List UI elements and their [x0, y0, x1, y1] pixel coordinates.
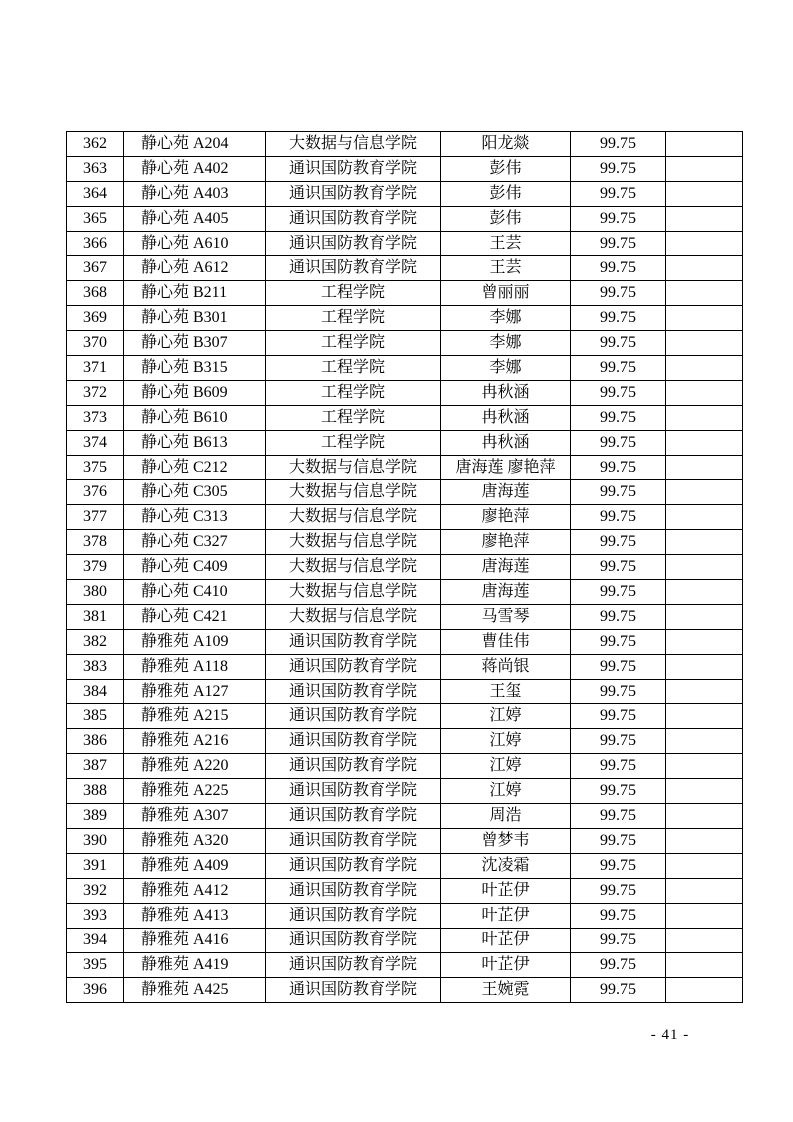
score-cell: 99.75 — [571, 878, 666, 903]
college-cell: 通识国防教育学院 — [266, 704, 441, 729]
person-name-cell: 江婷 — [441, 779, 571, 804]
person-name-cell: 周浩 — [441, 804, 571, 829]
table-row — [67, 828, 743, 853]
note-cell — [666, 853, 743, 878]
dorm-room-cell: 静心苑 B610 — [124, 405, 266, 430]
score-cell: 99.75 — [571, 430, 666, 455]
person-name-cell: 阳龙燚 — [441, 132, 571, 157]
table-row — [67, 430, 743, 455]
dorm-room-cell: 静雅苑 A419 — [124, 953, 266, 978]
dorm-room-cell: 静雅苑 A409 — [124, 853, 266, 878]
college-cell: 大数据与信息学院 — [266, 555, 441, 580]
note-cell — [666, 604, 743, 629]
row-number-cell: 363 — [67, 156, 124, 181]
college-cell: 通识国防教育学院 — [266, 903, 441, 928]
table-row — [67, 380, 743, 405]
college-cell: 工程学院 — [266, 331, 441, 356]
dorm-room-cell: 静心苑 C409 — [124, 555, 266, 580]
dorm-room-cell: 静雅苑 A307 — [124, 804, 266, 829]
note-cell — [666, 281, 743, 306]
college-cell: 通识国防教育学院 — [266, 804, 441, 829]
person-name-cell: 曾丽丽 — [441, 281, 571, 306]
table-row — [67, 206, 743, 231]
row-number-cell: 371 — [67, 356, 124, 381]
dorm-room-cell: 静雅苑 A127 — [124, 679, 266, 704]
dorm-room-cell: 静雅苑 A425 — [124, 978, 266, 1003]
college-cell: 通识国防教育学院 — [266, 878, 441, 903]
college-cell: 通识国防教育学院 — [266, 754, 441, 779]
table-row — [67, 580, 743, 605]
dorm-room-cell: 静雅苑 A413 — [124, 903, 266, 928]
row-number-cell: 390 — [67, 828, 124, 853]
score-cell: 99.75 — [571, 455, 666, 480]
score-cell: 99.75 — [571, 256, 666, 281]
dorm-room-cell: 静雅苑 A412 — [124, 878, 266, 903]
dorm-room-cell: 静心苑 C410 — [124, 580, 266, 605]
dorm-room-cell: 静心苑 C212 — [124, 455, 266, 480]
row-number-cell: 380 — [67, 580, 124, 605]
table-body — [67, 132, 743, 1003]
score-cell: 99.75 — [571, 953, 666, 978]
row-number-cell: 384 — [67, 679, 124, 704]
table-row — [67, 530, 743, 555]
table-row — [67, 953, 743, 978]
college-cell: 通识国防教育学院 — [266, 978, 441, 1003]
college-cell: 通识国防教育学院 — [266, 156, 441, 181]
note-cell — [666, 928, 743, 953]
dorm-room-cell: 静雅苑 A109 — [124, 629, 266, 654]
college-cell: 工程学院 — [266, 430, 441, 455]
college-cell: 大数据与信息学院 — [266, 480, 441, 505]
row-number-cell: 370 — [67, 331, 124, 356]
person-name-cell: 冉秋涵 — [441, 380, 571, 405]
note-cell — [666, 903, 743, 928]
score-cell: 99.75 — [571, 580, 666, 605]
college-cell: 通识国防教育学院 — [266, 629, 441, 654]
table-row — [67, 256, 743, 281]
note-cell — [666, 505, 743, 530]
person-name-cell: 沈凌霜 — [441, 853, 571, 878]
person-name-cell: 唐海莲 — [441, 580, 571, 605]
table-row — [67, 455, 743, 480]
college-cell: 大数据与信息学院 — [266, 505, 441, 530]
college-cell: 工程学院 — [266, 306, 441, 331]
row-number-cell: 392 — [67, 878, 124, 903]
table-row — [67, 405, 743, 430]
dorm-room-cell: 静心苑 A612 — [124, 256, 266, 281]
person-name-cell: 廖艳萍 — [441, 505, 571, 530]
person-name-cell: 马雪琴 — [441, 604, 571, 629]
table-row — [67, 928, 743, 953]
note-cell — [666, 356, 743, 381]
table-row — [67, 331, 743, 356]
row-number-cell: 372 — [67, 380, 124, 405]
row-number-cell: 388 — [67, 779, 124, 804]
row-number-cell: 378 — [67, 530, 124, 555]
college-cell: 通识国防教育学院 — [266, 181, 441, 206]
person-name-cell: 王芸 — [441, 256, 571, 281]
dorm-room-cell: 静雅苑 A225 — [124, 779, 266, 804]
score-cell: 99.75 — [571, 505, 666, 530]
note-cell — [666, 256, 743, 281]
dorm-room-cell: 静心苑 B307 — [124, 331, 266, 356]
table-row — [67, 754, 743, 779]
college-cell: 通识国防教育学院 — [266, 828, 441, 853]
table-row — [67, 181, 743, 206]
person-name-cell: 唐海莲 — [441, 480, 571, 505]
college-cell: 通识国防教育学院 — [266, 779, 441, 804]
table-row — [67, 704, 743, 729]
note-cell — [666, 181, 743, 206]
dorm-room-cell: 静雅苑 A118 — [124, 654, 266, 679]
person-name-cell: 叶芷伊 — [441, 903, 571, 928]
page-number: - 41 - — [650, 1027, 690, 1043]
dorm-room-cell: 静心苑 B211 — [124, 281, 266, 306]
score-cell: 99.75 — [571, 380, 666, 405]
score-cell: 99.75 — [571, 181, 666, 206]
note-cell — [666, 380, 743, 405]
score-cell: 99.75 — [571, 629, 666, 654]
table-row — [67, 729, 743, 754]
note-cell — [666, 206, 743, 231]
person-name-cell: 曾梦韦 — [441, 828, 571, 853]
person-name-cell: 江婷 — [441, 704, 571, 729]
note-cell — [666, 754, 743, 779]
person-name-cell: 江婷 — [441, 729, 571, 754]
college-cell: 大数据与信息学院 — [266, 455, 441, 480]
table-row — [67, 356, 743, 381]
table-row — [67, 903, 743, 928]
dorm-room-cell: 静心苑 B315 — [124, 356, 266, 381]
dorm-room-cell: 静心苑 C421 — [124, 604, 266, 629]
score-cell: 99.75 — [571, 555, 666, 580]
score-cell: 99.75 — [571, 853, 666, 878]
note-cell — [666, 704, 743, 729]
table-row — [67, 132, 743, 157]
row-number-cell: 376 — [67, 480, 124, 505]
dorm-room-cell: 静雅苑 A320 — [124, 828, 266, 853]
note-cell — [666, 555, 743, 580]
dorm-room-cell: 静雅苑 A416 — [124, 928, 266, 953]
score-cell: 99.75 — [571, 978, 666, 1003]
table-row — [67, 604, 743, 629]
note-cell — [666, 828, 743, 853]
row-number-cell: 383 — [67, 654, 124, 679]
note-cell — [666, 156, 743, 181]
table-row — [67, 555, 743, 580]
college-cell: 通识国防教育学院 — [266, 206, 441, 231]
dorm-room-cell: 静心苑 C327 — [124, 530, 266, 555]
row-number-cell: 375 — [67, 455, 124, 480]
row-number-cell: 368 — [67, 281, 124, 306]
dorm-room-cell: 静心苑 B609 — [124, 380, 266, 405]
row-number-cell: 382 — [67, 629, 124, 654]
row-number-cell: 364 — [67, 181, 124, 206]
row-number-cell: 369 — [67, 306, 124, 331]
score-cell: 99.75 — [571, 654, 666, 679]
person-name-cell: 李娜 — [441, 306, 571, 331]
note-cell — [666, 878, 743, 903]
row-number-cell: 374 — [67, 430, 124, 455]
score-cell: 99.75 — [571, 405, 666, 430]
note-cell — [666, 779, 743, 804]
table-row — [67, 505, 743, 530]
note-cell — [666, 953, 743, 978]
table-row — [67, 306, 743, 331]
note-cell — [666, 132, 743, 157]
table-row — [67, 156, 743, 181]
score-cell: 99.75 — [571, 530, 666, 555]
person-name-cell: 蒋尚银 — [441, 654, 571, 679]
person-name-cell: 彭伟 — [441, 206, 571, 231]
row-number-cell: 396 — [67, 978, 124, 1003]
note-cell — [666, 629, 743, 654]
college-cell: 大数据与信息学院 — [266, 132, 441, 157]
row-number-cell: 393 — [67, 903, 124, 928]
dorm-room-cell: 静心苑 A402 — [124, 156, 266, 181]
row-number-cell: 389 — [67, 804, 124, 829]
table-row — [67, 654, 743, 679]
dorm-room-cell: 静心苑 B301 — [124, 306, 266, 331]
note-cell — [666, 455, 743, 480]
score-cell: 99.75 — [571, 480, 666, 505]
person-name-cell: 廖艳萍 — [441, 530, 571, 555]
note-cell — [666, 405, 743, 430]
person-name-cell: 叶芷伊 — [441, 878, 571, 903]
score-cell: 99.75 — [571, 903, 666, 928]
row-number-cell: 366 — [67, 231, 124, 256]
person-name-cell: 江婷 — [441, 754, 571, 779]
row-number-cell: 377 — [67, 505, 124, 530]
score-cell: 99.75 — [571, 306, 666, 331]
note-cell — [666, 580, 743, 605]
college-cell: 大数据与信息学院 — [266, 530, 441, 555]
person-name-cell: 唐海莲 — [441, 555, 571, 580]
row-number-cell: 367 — [67, 256, 124, 281]
person-name-cell: 王婉霓 — [441, 978, 571, 1003]
note-cell — [666, 804, 743, 829]
dorm-room-cell: 静心苑 C313 — [124, 505, 266, 530]
score-cell: 99.75 — [571, 779, 666, 804]
dorm-room-cell: 静心苑 B613 — [124, 430, 266, 455]
person-name-cell: 冉秋涵 — [441, 430, 571, 455]
row-number-cell: 385 — [67, 704, 124, 729]
note-cell — [666, 430, 743, 455]
note-cell — [666, 729, 743, 754]
person-name-cell: 李娜 — [441, 356, 571, 381]
college-cell: 工程学院 — [266, 281, 441, 306]
score-cell: 99.75 — [571, 206, 666, 231]
row-number-cell: 387 — [67, 754, 124, 779]
college-cell: 通识国防教育学院 — [266, 654, 441, 679]
table-row — [67, 853, 743, 878]
score-cell: 99.75 — [571, 231, 666, 256]
person-name-cell: 王玺 — [441, 679, 571, 704]
note-cell — [666, 306, 743, 331]
note-cell — [666, 231, 743, 256]
row-number-cell: 381 — [67, 604, 124, 629]
dorm-room-cell: 静心苑 A610 — [124, 231, 266, 256]
table-row — [67, 629, 743, 654]
table-row — [67, 779, 743, 804]
person-name-cell: 李娜 — [441, 331, 571, 356]
score-cell: 99.75 — [571, 928, 666, 953]
score-cell: 99.75 — [571, 828, 666, 853]
dorm-room-cell: 静心苑 C305 — [124, 480, 266, 505]
college-cell: 工程学院 — [266, 380, 441, 405]
row-number-cell: 362 — [67, 132, 124, 157]
table-row — [67, 480, 743, 505]
score-cell: 99.75 — [571, 604, 666, 629]
table-row — [67, 231, 743, 256]
note-cell — [666, 530, 743, 555]
college-cell: 通识国防教育学院 — [266, 256, 441, 281]
college-cell: 通识国防教育学院 — [266, 729, 441, 754]
note-cell — [666, 480, 743, 505]
dorm-room-cell: 静雅苑 A215 — [124, 704, 266, 729]
dorm-room-cell: 静雅苑 A220 — [124, 754, 266, 779]
row-number-cell: 373 — [67, 405, 124, 430]
college-cell: 工程学院 — [266, 356, 441, 381]
row-number-cell: 365 — [67, 206, 124, 231]
college-cell: 通识国防教育学院 — [266, 679, 441, 704]
row-number-cell: 379 — [67, 555, 124, 580]
college-cell: 工程学院 — [266, 405, 441, 430]
table-row — [67, 878, 743, 903]
score-cell: 99.75 — [571, 704, 666, 729]
table-row — [67, 281, 743, 306]
college-cell: 通识国防教育学院 — [266, 928, 441, 953]
score-cell: 99.75 — [571, 132, 666, 157]
dormitory-score-table — [66, 131, 743, 1003]
person-name-cell: 叶芷伊 — [441, 928, 571, 953]
note-cell — [666, 978, 743, 1003]
dorm-room-cell: 静心苑 A204 — [124, 132, 266, 157]
score-cell: 99.75 — [571, 804, 666, 829]
score-cell: 99.75 — [571, 331, 666, 356]
person-name-cell: 冉秋涵 — [441, 405, 571, 430]
college-cell: 大数据与信息学院 — [266, 580, 441, 605]
table-row — [67, 804, 743, 829]
note-cell — [666, 331, 743, 356]
person-name-cell: 王芸 — [441, 231, 571, 256]
person-name-cell: 曹佳伟 — [441, 629, 571, 654]
dorm-room-cell: 静心苑 A403 — [124, 181, 266, 206]
note-cell — [666, 654, 743, 679]
college-cell: 大数据与信息学院 — [266, 604, 441, 629]
table-row — [67, 679, 743, 704]
college-cell: 通识国防教育学院 — [266, 853, 441, 878]
college-cell: 通识国防教育学院 — [266, 231, 441, 256]
person-name-cell: 彭伟 — [441, 156, 571, 181]
score-cell: 99.75 — [571, 754, 666, 779]
row-number-cell: 386 — [67, 729, 124, 754]
table-row — [67, 978, 743, 1003]
score-cell: 99.75 — [571, 729, 666, 754]
score-cell: 99.75 — [571, 156, 666, 181]
row-number-cell: 391 — [67, 853, 124, 878]
person-name-cell: 唐海莲 廖艳萍 — [441, 455, 571, 480]
row-number-cell: 394 — [67, 928, 124, 953]
score-cell: 99.75 — [571, 679, 666, 704]
score-cell: 99.75 — [571, 281, 666, 306]
dorm-room-cell: 静雅苑 A216 — [124, 729, 266, 754]
person-name-cell: 叶芷伊 — [441, 953, 571, 978]
row-number-cell: 395 — [67, 953, 124, 978]
score-cell: 99.75 — [571, 356, 666, 381]
dorm-room-cell: 静心苑 A405 — [124, 206, 266, 231]
note-cell — [666, 679, 743, 704]
person-name-cell: 彭伟 — [441, 181, 571, 206]
college-cell: 通识国防教育学院 — [266, 953, 441, 978]
